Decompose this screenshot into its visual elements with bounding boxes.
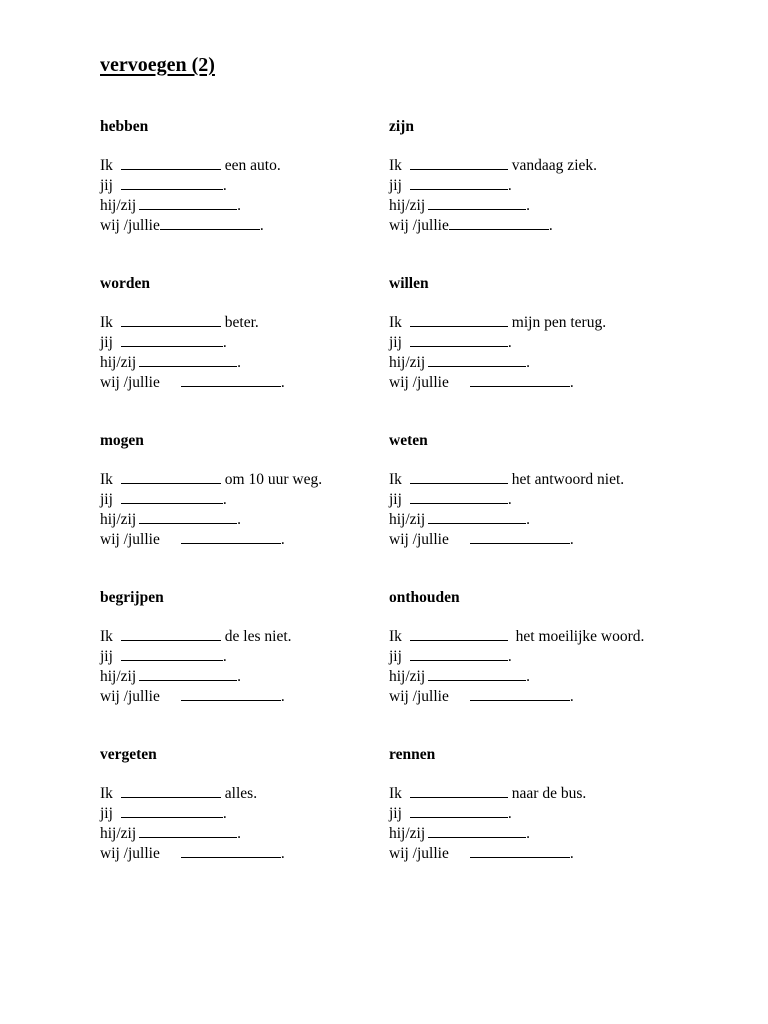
pronoun-hij: hij/zij — [100, 825, 137, 842]
pronoun-wij: wij /jullie — [389, 217, 449, 234]
line-jij — [100, 647, 430, 667]
pronoun-hij: hij/zij — [100, 354, 137, 371]
answer-blank[interactable] — [428, 824, 526, 838]
answer-blank[interactable] — [470, 687, 570, 701]
verb-heading: vergeten — [100, 746, 157, 763]
verb-block-willen — [389, 275, 719, 393]
line-wij — [100, 844, 430, 864]
pronoun-ik: Ik — [389, 785, 402, 802]
sentence-tail: . — [507, 805, 512, 822]
pronoun-ik: Ik — [100, 785, 113, 802]
pronoun-ik: Ik — [100, 314, 113, 331]
pronoun-jij: jij — [389, 177, 402, 194]
sentence-tail: . — [259, 217, 264, 234]
sentence-tail: . — [237, 668, 242, 685]
answer-blank[interactable] — [181, 844, 281, 858]
line-ik — [100, 313, 430, 333]
verb-heading: zijn — [389, 118, 414, 135]
sentence-tail: . — [569, 374, 574, 391]
sentence-tail: . — [237, 354, 242, 371]
line-jij — [100, 804, 430, 824]
sentence-tail: . — [280, 374, 285, 391]
answer-blank[interactable] — [139, 196, 237, 210]
sentence-tail: . — [280, 688, 285, 705]
answer-blank[interactable] — [410, 647, 508, 661]
pronoun-jij: jij — [100, 334, 113, 351]
sentence-tail: . — [222, 177, 227, 194]
pronoun-wij: wij /jullie — [389, 845, 449, 862]
sentence-tail: om 10 uur weg. — [220, 471, 323, 488]
line-jij — [100, 176, 430, 196]
line-ik — [389, 470, 719, 490]
sentence-tail: . — [280, 845, 285, 862]
verb-block-hebben — [100, 118, 430, 236]
line-ik — [389, 313, 719, 333]
line-wij — [100, 687, 430, 707]
pronoun-jij: jij — [389, 805, 402, 822]
sentence-tail: . — [507, 334, 512, 351]
pronoun-hij: hij/zij — [389, 197, 426, 214]
line-ik — [100, 784, 430, 804]
line-ik — [389, 784, 719, 804]
verb-heading: mogen — [100, 432, 144, 449]
line-ik — [389, 156, 719, 176]
line-ik — [100, 470, 430, 490]
sentence-tail: . — [507, 177, 512, 194]
answer-blank[interactable] — [428, 510, 526, 524]
sentence-tail: . — [569, 688, 574, 705]
sentence-tail: . — [222, 334, 227, 351]
sentence-tail: . — [222, 805, 227, 822]
sentence-tail: mijn pen terug. — [507, 314, 607, 331]
sentence-tail: . — [280, 531, 285, 548]
pronoun-ik: Ik — [389, 157, 402, 174]
answer-blank[interactable] — [121, 627, 221, 641]
answer-blank[interactable] — [470, 530, 570, 544]
verb-block-onthouden — [389, 589, 719, 707]
line-ik — [100, 627, 430, 647]
sentence-tail: . — [526, 825, 531, 842]
verb-heading: rennen — [389, 746, 436, 763]
sentence-tail: . — [526, 668, 531, 685]
sentence-tail: . — [569, 845, 574, 862]
pronoun-jij: jij — [100, 648, 113, 665]
pronoun-wij: wij /jullie — [389, 688, 449, 705]
pronoun-jij: jij — [389, 648, 402, 665]
answer-blank[interactable] — [410, 313, 508, 327]
pronoun-wij: wij /jullie — [389, 374, 449, 391]
line-wij — [100, 530, 430, 550]
sentence-tail: . — [569, 531, 574, 548]
pronoun-jij: jij — [100, 177, 113, 194]
sentence-tail: een auto. — [220, 157, 281, 174]
sentence-tail: naar de bus. — [507, 785, 587, 802]
answer-blank[interactable] — [181, 530, 281, 544]
answer-blank[interactable] — [121, 647, 223, 661]
answer-blank[interactable] — [470, 373, 570, 387]
sentence-tail: het antwoord niet. — [507, 471, 625, 488]
answer-blank[interactable] — [181, 687, 281, 701]
line-jij — [389, 647, 719, 667]
answer-blank[interactable] — [410, 627, 508, 641]
pronoun-ik: Ik — [100, 471, 113, 488]
verb-heading: willen — [389, 275, 429, 292]
line-wij — [389, 687, 719, 707]
verb-block-weten — [389, 432, 719, 550]
sentence-tail: . — [526, 511, 531, 528]
pronoun-hij: hij/zij — [389, 825, 426, 842]
pronoun-wij: wij /jullie — [100, 688, 160, 705]
verb-heading: worden — [100, 275, 150, 292]
line-hij — [389, 510, 719, 530]
answer-blank[interactable] — [410, 156, 508, 170]
verb-heading: begrijpen — [100, 589, 164, 606]
answer-blank[interactable] — [121, 176, 223, 190]
pronoun-ik: Ik — [100, 628, 113, 645]
line-jij — [389, 333, 719, 353]
sentence-tail: . — [237, 511, 242, 528]
sentence-tail: . — [237, 825, 242, 842]
line-hij — [389, 824, 719, 844]
pronoun-hij: hij/zij — [100, 668, 137, 685]
answer-blank[interactable] — [449, 216, 549, 230]
answer-blank[interactable] — [428, 353, 526, 367]
line-wij — [100, 216, 430, 236]
pronoun-ik: Ik — [100, 157, 113, 174]
answer-blank[interactable] — [121, 333, 223, 347]
line-hij — [100, 824, 430, 844]
sentence-tail: . — [548, 217, 553, 234]
answer-blank[interactable] — [410, 333, 508, 347]
sentence-tail: . — [526, 197, 531, 214]
answer-blank[interactable] — [121, 470, 221, 484]
answer-blank[interactable] — [139, 510, 237, 524]
sentence-tail: . — [237, 197, 242, 214]
verb-block-rennen — [389, 746, 719, 864]
pronoun-wij: wij /jullie — [100, 374, 160, 391]
verb-block-vergeten — [100, 746, 430, 864]
answer-blank[interactable] — [428, 667, 526, 681]
answer-blank[interactable] — [121, 804, 223, 818]
answer-blank[interactable] — [410, 784, 508, 798]
pronoun-ik: Ik — [389, 314, 402, 331]
pronoun-ik: Ik — [389, 628, 402, 645]
answer-blank[interactable] — [121, 784, 221, 798]
line-jij — [389, 490, 719, 510]
pronoun-jij: jij — [100, 805, 113, 822]
sentence-tail: . — [507, 491, 512, 508]
pronoun-jij: jij — [389, 334, 402, 351]
answer-blank[interactable] — [410, 470, 508, 484]
pronoun-wij: wij /jullie — [100, 531, 160, 548]
line-hij — [100, 667, 430, 687]
pronoun-wij: wij /jullie — [100, 217, 160, 234]
answer-blank[interactable] — [139, 667, 237, 681]
line-hij — [100, 196, 430, 216]
answer-blank[interactable] — [139, 353, 237, 367]
pronoun-hij: hij/zij — [389, 354, 426, 371]
line-jij — [389, 176, 719, 196]
answer-blank[interactable] — [428, 196, 526, 210]
verb-heading: onthouden — [389, 589, 460, 606]
answer-blank[interactable] — [410, 804, 508, 818]
line-wij — [100, 373, 430, 393]
pronoun-hij: hij/zij — [389, 668, 426, 685]
sentence-tail: . — [507, 648, 512, 665]
answer-blank[interactable] — [410, 176, 508, 190]
line-jij — [100, 490, 430, 510]
answer-blank[interactable] — [181, 373, 281, 387]
sentence-tail: alles. — [220, 785, 258, 802]
answer-blank[interactable] — [121, 313, 221, 327]
line-wij — [389, 216, 719, 236]
line-hij — [100, 510, 430, 530]
verb-heading: hebben — [100, 118, 149, 135]
answer-blank[interactable] — [139, 824, 237, 838]
sentence-tail: de les niet. — [220, 628, 292, 645]
pronoun-hij: hij/zij — [100, 511, 137, 528]
line-wij — [389, 844, 719, 864]
sentence-tail: vandaag ziek. — [507, 157, 598, 174]
answer-blank[interactable] — [160, 216, 260, 230]
sentence-tail: . — [222, 648, 227, 665]
pronoun-jij: jij — [100, 491, 113, 508]
verb-heading: weten — [389, 432, 428, 449]
line-hij — [389, 353, 719, 373]
pronoun-wij: wij /jullie — [389, 531, 449, 548]
pronoun-hij: hij/zij — [389, 511, 426, 528]
verb-block-worden — [100, 275, 430, 393]
pronoun-wij: wij /jullie — [100, 845, 160, 862]
line-wij — [389, 530, 719, 550]
pronoun-hij: hij/zij — [100, 197, 137, 214]
sentence-tail: het moeilijke woord. — [507, 628, 645, 645]
answer-blank[interactable] — [121, 490, 223, 504]
line-hij — [389, 196, 719, 216]
pronoun-jij: jij — [389, 491, 402, 508]
line-hij — [389, 667, 719, 687]
line-hij — [100, 353, 430, 373]
answer-blank[interactable] — [470, 844, 570, 858]
line-wij — [389, 373, 719, 393]
pronoun-ik: Ik — [389, 471, 402, 488]
answer-blank[interactable] — [121, 156, 221, 170]
verb-block-zijn — [389, 118, 719, 236]
sentence-tail: beter. — [220, 314, 259, 331]
verb-block-begrijpen — [100, 589, 430, 707]
verb-block-mogen — [100, 432, 430, 550]
line-jij — [389, 804, 719, 824]
line-ik — [389, 627, 719, 647]
sentence-tail: . — [222, 491, 227, 508]
sentence-tail: . — [526, 354, 531, 371]
line-jij — [100, 333, 430, 353]
answer-blank[interactable] — [410, 490, 508, 504]
page-title: vervoegen (2) — [100, 54, 215, 76]
line-ik — [100, 156, 430, 176]
